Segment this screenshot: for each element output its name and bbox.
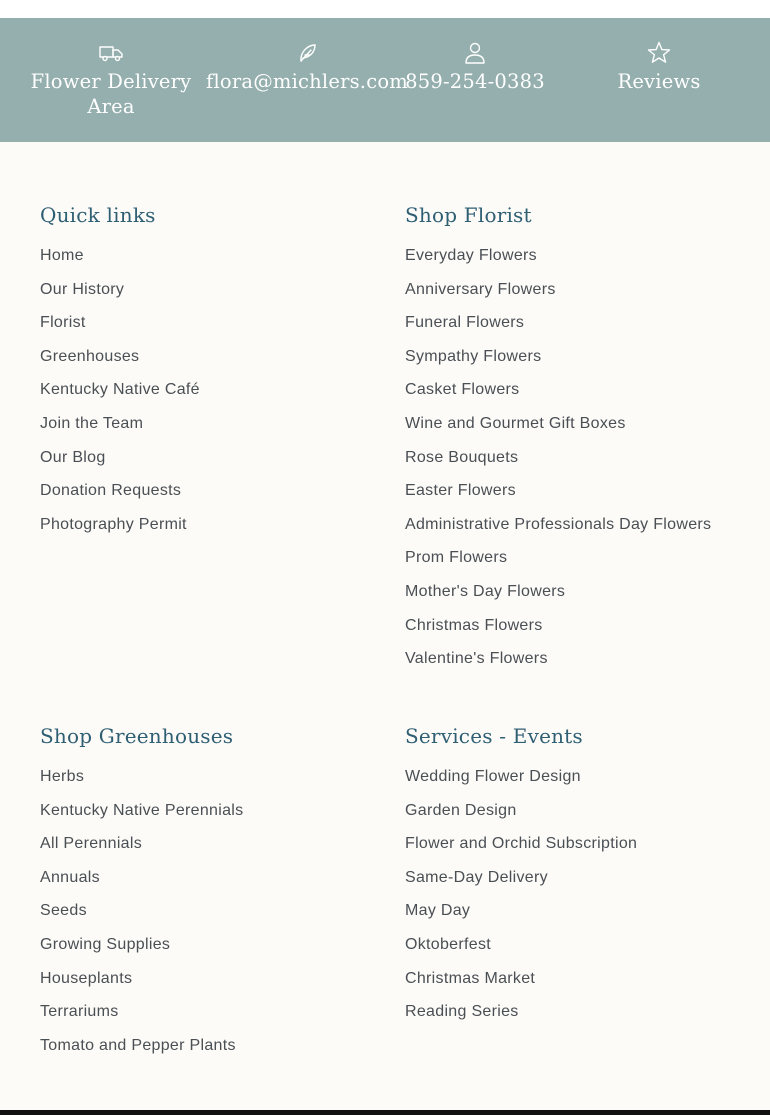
shop-greenhouses-list: [40, 767, 243, 1069]
list-item: [405, 616, 711, 650]
list-item: [405, 246, 711, 280]
link-greenhouses[interactable]: Greenhouses: [40, 347, 140, 365]
link-anniversary-flowers[interactable]: Anniversary Flowers: [405, 280, 556, 298]
list-item: [40, 280, 200, 314]
link-rose-bouquets[interactable]: Rose Bouquets: [405, 448, 519, 466]
services-events-heading: Services - Events: [405, 724, 583, 748]
link-donation-requests[interactable]: Donation Requests: [40, 482, 182, 500]
link-prom-flowers[interactable]: Prom Flowers: [405, 549, 508, 567]
shop-greenhouses-column: [40, 723, 380, 1054]
link-kentucky-native-perennials[interactable]: Kentucky Native Perennials: [40, 801, 244, 819]
link-photography-permit[interactable]: Photography Permit: [40, 515, 187, 533]
delivery-area-label: Flower Delivery Area: [30, 70, 192, 118]
list-item: [40, 347, 200, 381]
list-item: [405, 347, 711, 381]
link-join-the-team[interactable]: Join the Team: [40, 414, 144, 432]
list-item: [405, 380, 711, 414]
link-funeral-flowers[interactable]: Funeral Flowers: [405, 314, 525, 332]
link-our-blog[interactable]: Our Blog: [40, 448, 106, 466]
list-item: [40, 246, 200, 280]
top-strip: [0, 0, 770, 18]
feather-icon: [294, 40, 320, 66]
shop-florist-column: [405, 202, 765, 668]
list-item: [405, 515, 711, 549]
link-houseplants[interactable]: Houseplants: [40, 969, 133, 987]
list-item: [405, 935, 637, 969]
list-item: [405, 313, 711, 347]
link-our-history[interactable]: Our History: [40, 280, 125, 298]
list-item: [40, 515, 200, 549]
list-item: [40, 481, 200, 515]
list-item: [405, 481, 711, 515]
quick-links-column: [40, 202, 380, 533]
list-item: [40, 767, 243, 801]
list-item: [40, 313, 200, 347]
reviews-link[interactable]: [594, 18, 724, 142]
reviews-label: Reviews: [617, 70, 701, 93]
link-reading-series[interactable]: Reading Series: [405, 1003, 519, 1021]
link-florist[interactable]: Florist: [40, 314, 86, 332]
shop-florist-heading: Shop Florist: [405, 203, 532, 227]
list-item: [405, 280, 711, 314]
list-item: [40, 414, 200, 448]
person-icon: [462, 40, 488, 66]
list-item: [40, 901, 243, 935]
link-everyday-flowers[interactable]: Everyday Flowers: [405, 247, 537, 264]
link-wedding-flower-design[interactable]: Wedding Flower Design: [405, 768, 581, 785]
link-terrariums[interactable]: Terrariums: [40, 1003, 119, 1021]
quick-links-list: [40, 246, 200, 548]
list-item: [40, 969, 243, 1003]
link-casket-flowers[interactable]: Casket Flowers: [405, 381, 520, 399]
phone-label: 859-254-0383: [405, 70, 545, 93]
list-item: [40, 868, 243, 902]
list-item: [405, 1002, 637, 1036]
link-sympathy-flowers[interactable]: Sympathy Flowers: [405, 347, 542, 365]
star-icon: [646, 40, 672, 66]
phone-link[interactable]: [400, 18, 550, 142]
delivery-area-link[interactable]: [26, 18, 196, 142]
bottom-bar: [0, 1110, 770, 1115]
link-flower-orchid-subscription[interactable]: Flower and Orchid Subscription: [405, 835, 638, 853]
shop-greenhouses-heading: Shop Greenhouses: [40, 724, 234, 748]
list-item: [405, 548, 711, 582]
link-mothers-day-flowers[interactable]: Mother's Day Flowers: [405, 582, 566, 600]
quick-links-heading: Quick links: [40, 203, 156, 227]
services-events-column: [405, 723, 765, 1021]
link-christmas-flowers[interactable]: Christmas Flowers: [405, 616, 543, 634]
link-wine-gourmet-gift-boxes[interactable]: Wine and Gourmet Gift Boxes: [405, 414, 626, 432]
list-item: [40, 801, 243, 835]
list-item: [405, 868, 637, 902]
link-growing-supplies[interactable]: Growing Supplies: [40, 935, 171, 953]
list-item: [405, 801, 637, 835]
link-home[interactable]: Home: [40, 247, 84, 264]
list-item: [405, 969, 637, 1003]
list-item: [405, 582, 711, 616]
link-same-day-delivery[interactable]: Same-Day Delivery: [405, 868, 548, 886]
link-kentucky-native-cafe[interactable]: Kentucky Native Café: [40, 381, 200, 399]
link-herbs[interactable]: Herbs: [40, 768, 85, 785]
link-oktoberfest[interactable]: Oktoberfest: [405, 935, 492, 953]
list-item: [405, 414, 711, 448]
list-item: [405, 649, 711, 683]
link-all-perennials[interactable]: All Perennials: [40, 835, 143, 853]
contact-info-bar: [0, 18, 770, 142]
list-item: [40, 935, 243, 969]
list-item: [40, 834, 243, 868]
list-item: [40, 448, 200, 482]
link-seeds[interactable]: Seeds: [40, 902, 87, 920]
list-item: [40, 380, 200, 414]
link-tomato-pepper-plants[interactable]: Tomato and Pepper Plants: [40, 1036, 236, 1054]
link-christmas-market[interactable]: Christmas Market: [405, 969, 536, 987]
list-item: [405, 901, 637, 935]
list-item: [405, 834, 637, 868]
email-label: flora@michlers.com: [206, 70, 408, 93]
list-item: [40, 1036, 243, 1070]
list-item: [405, 767, 637, 801]
link-admin-professionals-day-flowers[interactable]: Administrative Professionals Day Flowers: [405, 515, 712, 533]
link-valentines-flowers[interactable]: Valentine's Flowers: [405, 650, 548, 668]
link-easter-flowers[interactable]: Easter Flowers: [405, 482, 516, 500]
link-annuals[interactable]: Annuals: [40, 868, 100, 886]
email-link[interactable]: [207, 18, 407, 142]
shop-florist-list: [405, 246, 711, 683]
list-item: [405, 448, 711, 482]
truck-icon: [98, 40, 124, 66]
link-garden-design[interactable]: Garden Design: [405, 801, 517, 819]
list-item: [40, 1002, 243, 1036]
link-may-day[interactable]: May Day: [405, 902, 471, 920]
services-events-list: [405, 767, 637, 1036]
